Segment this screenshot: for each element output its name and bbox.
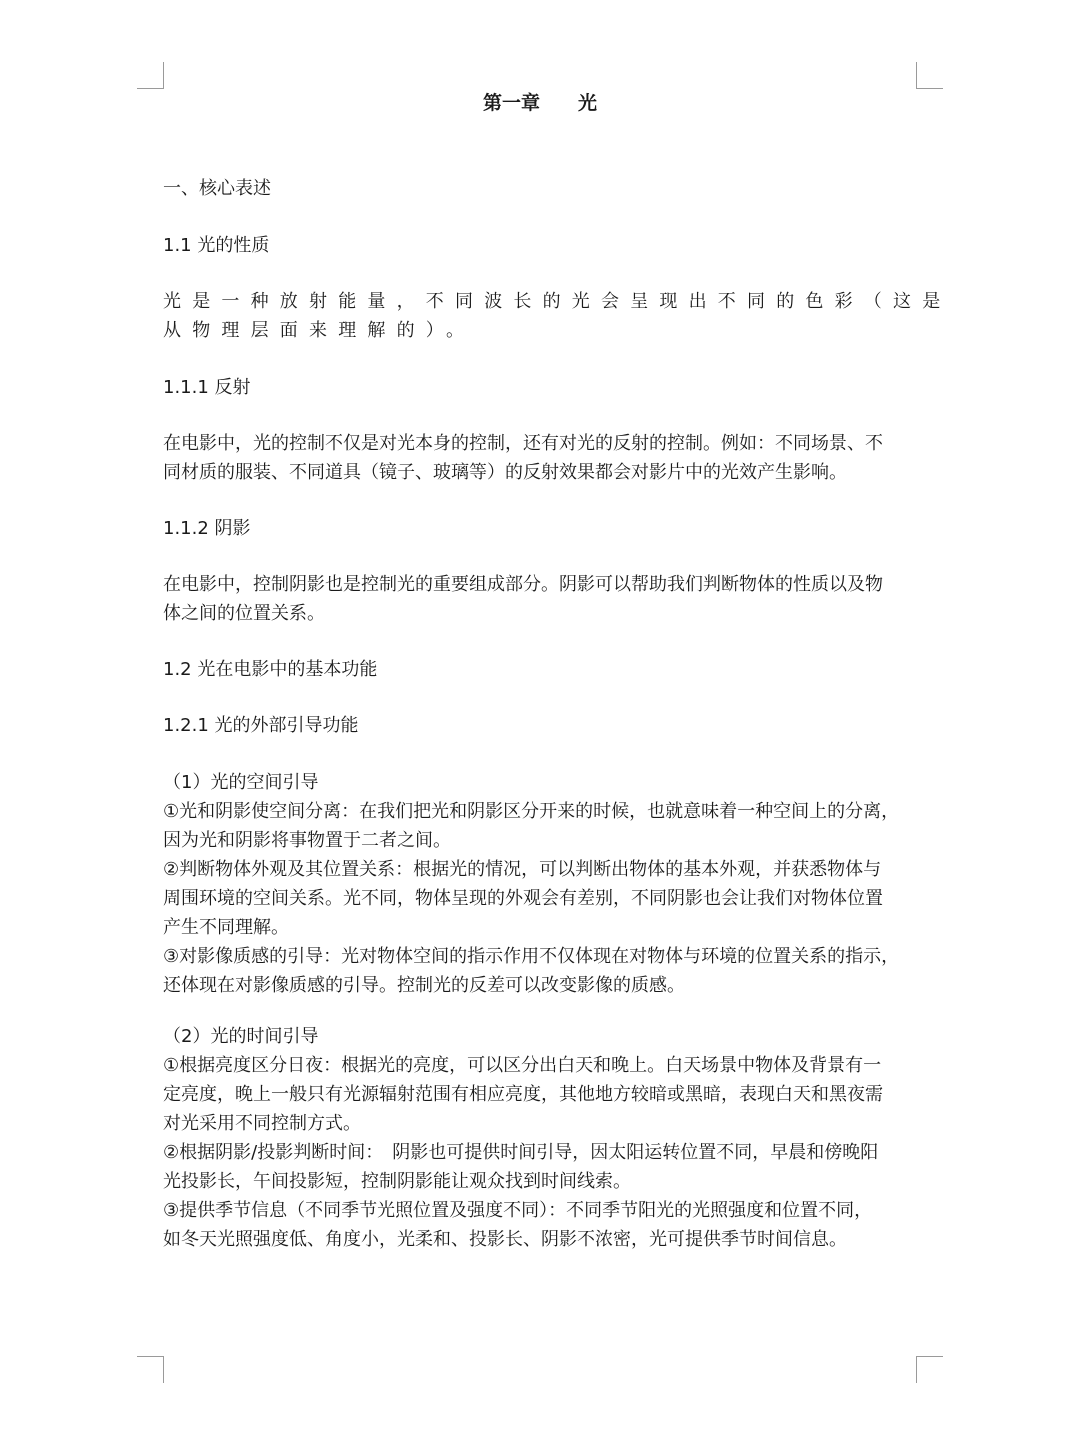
section-1-1-1-paragraph [163,429,923,487]
heading-core-statement: 一、核心表述 [163,178,271,199]
list-line: 对光采用不同控制方式。 [163,1113,361,1134]
paragraph-line: 在电影中，光的控制不仅是对光本身的控制，还有对光的反射的控制。例如：不同场景、不 [163,433,883,454]
section-1-1-paragraph [163,287,952,345]
list-line: ③提供季节信息（不同季节光照位置及强度不同）：不同季节阳光的光照强度和位置不同， [163,1200,873,1221]
paragraph-line: 光是一种放射能量，不同波长的光会呈现出不同的色彩（这是 [163,291,952,312]
space-guide-heading: （1）光的空间引导 [163,772,319,793]
section-1-1-2-paragraph [163,570,923,628]
paragraph-line: 在电影中，控制阴影也是控制光的重要组成部分。阴影可以帮助我们判断物体的性质以及物 [163,574,883,595]
list-line: 定亮度，晚上一般只有光源辐射范围有相应亮度，其他地方较暗或黑暗，表现白天和黑夜需 [163,1084,883,1105]
list-line: 如冬天光照强度低、角度小，光柔和、投影长、阴影不浓密，光可提供季节时间信息。 [163,1229,847,1250]
list-line: ②判断物体外观及其位置关系：根据光的情况，可以判断出物体的基本外观，并获悉物体与 [163,859,882,880]
list-line: 因为光和阴影将事物置于二者之间。 [163,830,451,851]
page-corner-mark-top-right [916,62,943,89]
paragraph-line: 同材质的服装、不同道具（镜子、玻璃等）的反射效果都会对影片中的光效产生影响。 [163,462,847,483]
section-1-2-1-heading: 1.2.1 光的外部引导功能 [163,715,359,736]
section-1-2-heading: 1.2 光在电影中的基本功能 [163,659,378,680]
chapter-title: 第一章 光 [482,92,597,114]
list-line: ①光和阴影使空间分离：在我们把光和阴影区分开来的时候，也就意味着一种空间上的分离， [163,801,900,822]
page-corner-mark-bottom-left [137,1356,164,1383]
section-1-1-2-heading: 1.1.2 阴影 [163,518,251,539]
section-1-1-heading: 1.1 光的性质 [163,235,270,256]
list-line: ①根据亮度区分日夜：根据光的亮度，可以区分出白天和晚上。白天场景中物体及背景有一 [163,1055,882,1076]
list-line: 光投影长，午间投影短，控制阴影能让观众找到时间线索。 [163,1171,631,1192]
list-line: ②根据阴影/投影判断时间： 阴影也可提供时间引导，因太阳运转位置不同，早晨和傍晚阳 [163,1142,879,1163]
time-guide-heading: （2）光的时间引导 [163,1026,319,1047]
paragraph-line: 从物理层面来理解的）。 [163,320,476,341]
list-line: 还体现在对影像质感的引导。控制光的反差可以改变影像的质感。 [163,975,685,996]
space-guide-block [163,768,923,1000]
section-1-1-1-heading: 1.1.1 反射 [163,377,251,398]
page-corner-mark-top-left [137,62,164,89]
page-corner-mark-bottom-right [916,1356,943,1383]
paragraph-line: 体之间的位置关系。 [163,603,325,624]
time-guide-block [163,1022,923,1254]
list-line: ③对影像质感的引导：光对物体空间的指示作用不仅体现在对物体与环境的位置关系的指示， [163,946,900,967]
list-line: 周围环境的空间关系。光不同，物体呈现的外观会有差别，不同阴影也会让我们对物体位置 [163,888,883,909]
list-line: 产生不同理解。 [163,917,289,938]
